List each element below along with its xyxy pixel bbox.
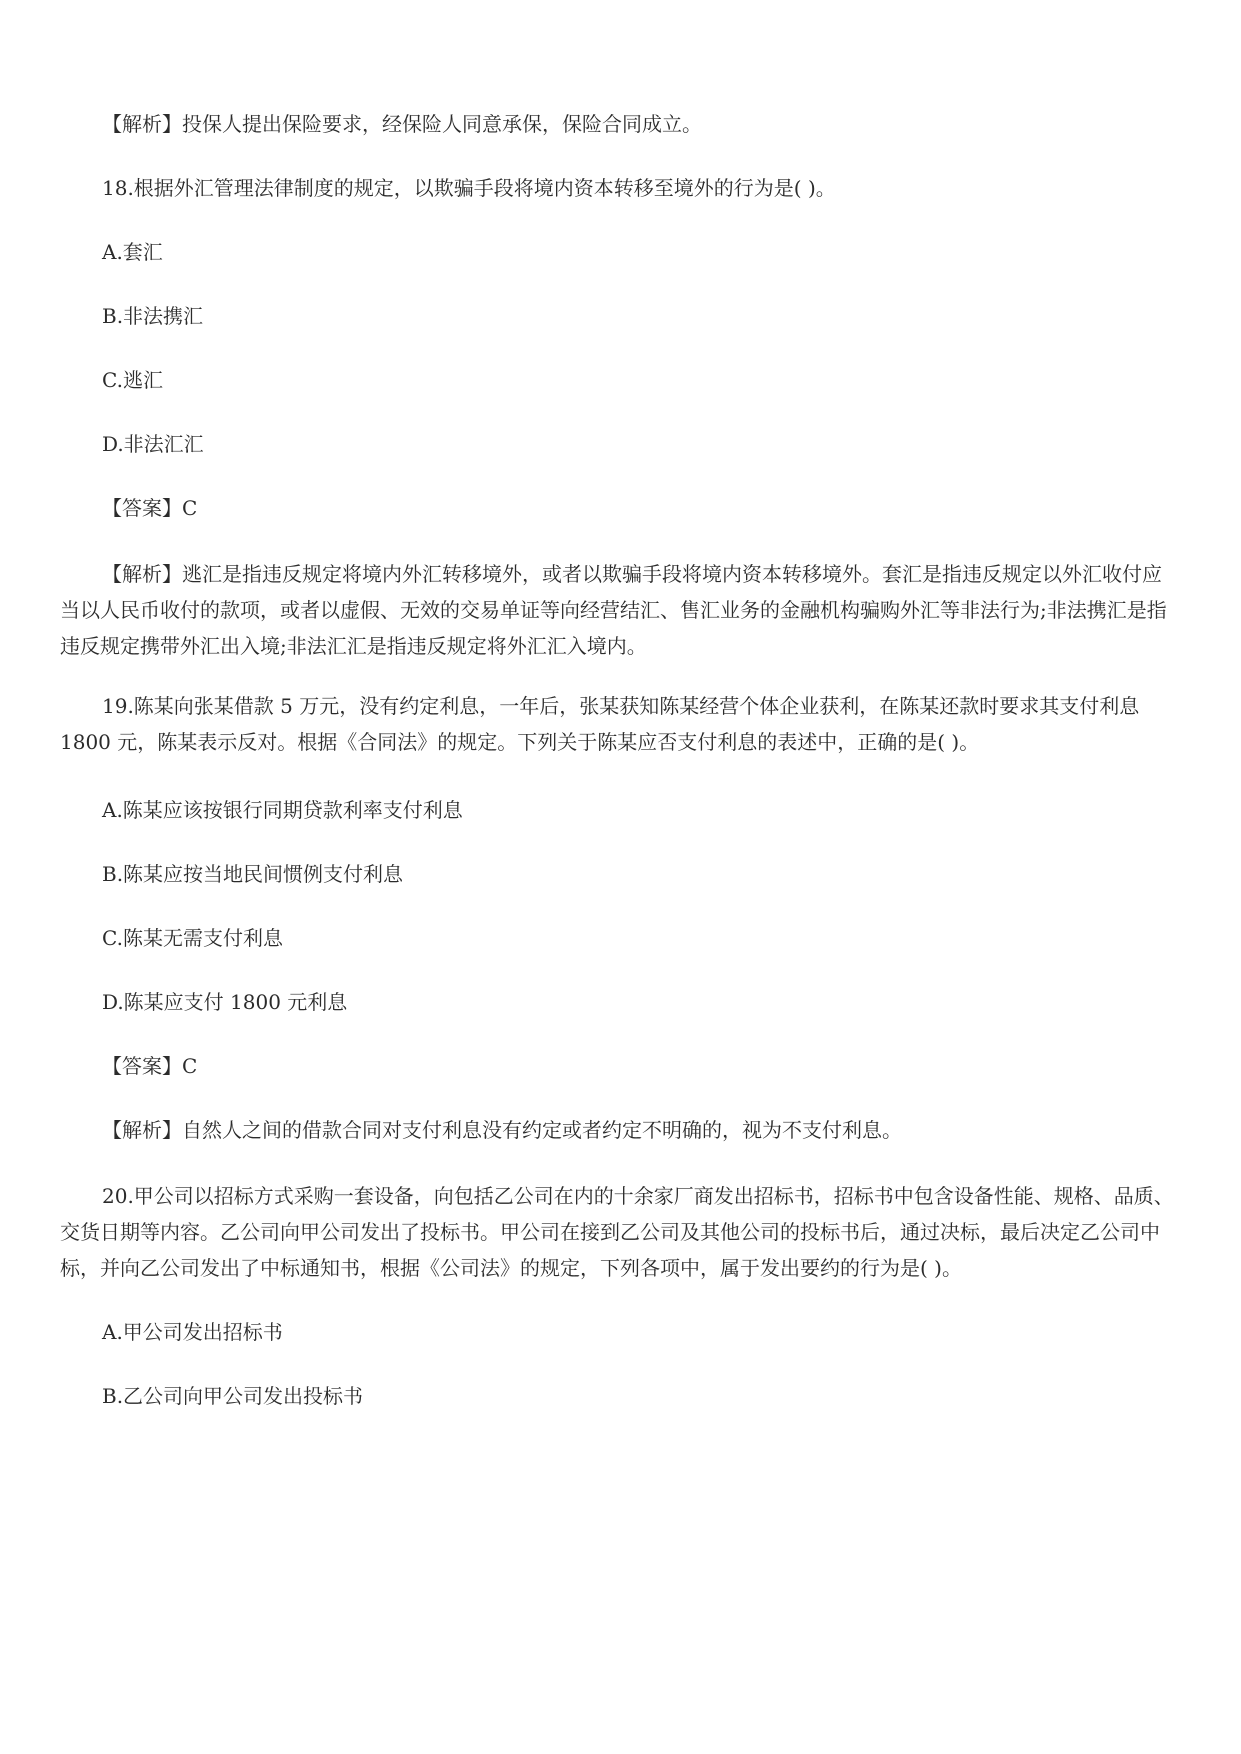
q19-option-d: D.陈某应支付 1800 元利息 [102,990,348,1014]
q20-option-a: A.甲公司发出招标书 [102,1320,283,1344]
question-18: 18.根据外汇管理法律制度的规定，以欺骗手段将境内资本转移至境外的行为是( )。 [102,176,836,200]
analysis-17: 【解析】投保人提出保险要求，经保险人同意承保，保险合同成立。 [102,112,702,136]
q19-option-a: A.陈某应该按银行同期贷款利率支付利息 [102,798,463,822]
q19-option-c: C.陈某无需支付利息 [102,926,283,950]
q18-analysis: 【解析】逃汇是指违反规定将境内外汇转移境外，或者以欺骗手段将境内资本转移境外。套汇是指违反规定以外汇收付应当以人民币收付的款项，或者以虚假、无效的交易单证等向经营结汇、售汇业务的金融机构骗购外汇等非法行为;非法携汇是指违反规定携带外汇出入境;非法汇汇是指违反规定将外汇汇入境内。 [60,562,1167,658]
q18-option-b: B.非法携汇 [102,304,204,328]
question-20: 20.甲公司以招标方式采购一套设备，向包括乙公司在内的十余家厂商发出招标书，招标书中包含设备性能、规格、品质、交货日期等内容。乙公司向甲公司发出了投标书。甲公司在接到乙公司及其他公司的投标书后，通过决标，最后决定乙公司中标，并向乙公司发出了中标通知书，根据《公司法》的规定，下列各项中，属于发出要约的行为是( )。 [60,1184,1174,1280]
q18-answer: 【答案】C [102,496,198,520]
q18-option-a: A.套汇 [102,240,163,264]
q20-option-b: B.乙公司向甲公司发出投标书 [102,1384,364,1408]
q19-answer: 【答案】C [102,1054,198,1078]
q18-option-d: D.非法汇汇 [102,432,204,456]
q19-analysis: 【解析】自然人之间的借款合同对支付利息没有约定或者约定不明确的，视为不支付利息。 [102,1118,902,1142]
q18-option-c: C.逃汇 [102,368,163,392]
q19-option-b: B.陈某应按当地民间惯例支付利息 [102,862,404,886]
question-19: 19.陈某向张某借款 5 万元，没有约定利息，一年后，张某获知陈某经营个体企业获利，在陈某还款时要求其支付利息 1800 元，陈某表示反对。根据《合同法》的规定。下列关于陈某应否支付利息的表述中，正确的是( )。 [60,694,1140,754]
